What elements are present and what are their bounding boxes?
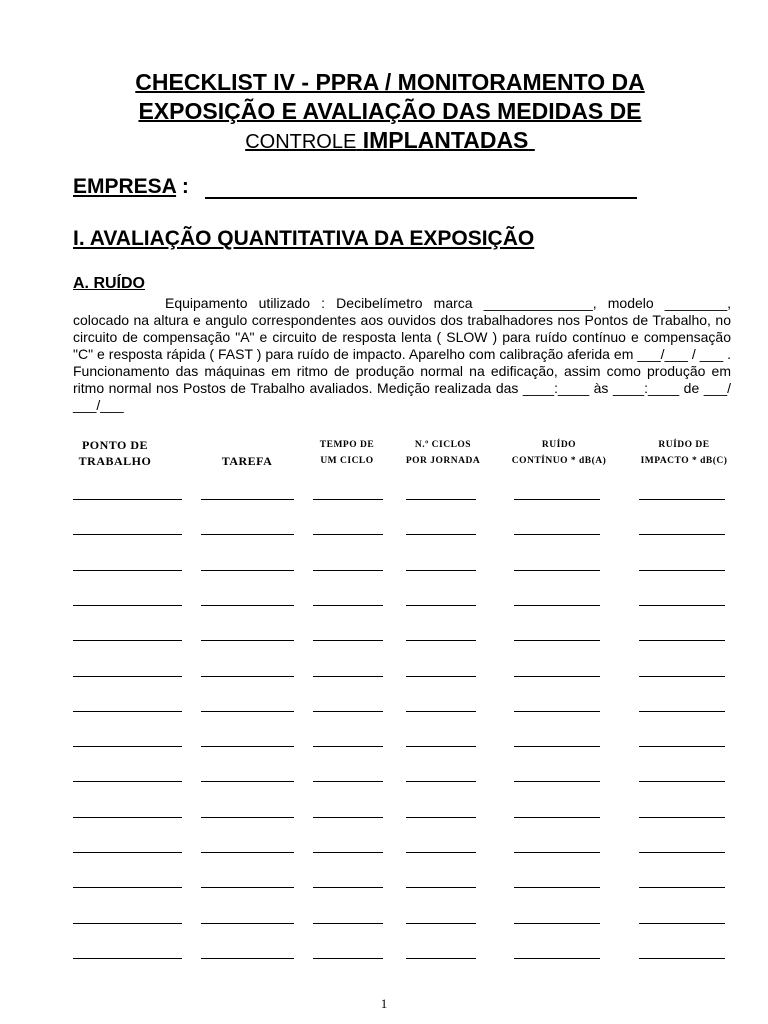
blank-ruido-continuo[interactable] [514, 499, 600, 500]
blank-ciclos[interactable] [406, 923, 476, 924]
blank-ruido-continuo[interactable] [514, 711, 600, 712]
blank-ruido-impacto[interactable] [639, 676, 725, 677]
blank-ruido-impacto[interactable] [639, 887, 725, 888]
blank-ciclos[interactable] [406, 676, 476, 677]
blank-ruido-impacto[interactable] [639, 781, 725, 782]
blank-tempo[interactable] [313, 711, 383, 712]
blank-tempo[interactable] [313, 570, 383, 571]
blank-tarefa[interactable] [201, 746, 294, 747]
blank-tarefa[interactable] [201, 958, 294, 959]
title-implantadas: IMPLANTADAS [362, 127, 529, 153]
blank-ciclos[interactable] [406, 887, 476, 888]
blank-ciclos[interactable] [406, 852, 476, 853]
blank-tempo[interactable] [313, 746, 383, 747]
blank-ciclos[interactable] [406, 499, 476, 500]
blank-ruido-impacto[interactable] [639, 640, 725, 641]
blank-ponto[interactable] [73, 852, 182, 853]
blank-tempo[interactable] [313, 781, 383, 782]
blank-ruido-impacto[interactable] [639, 852, 725, 853]
blank-ciclos[interactable] [406, 605, 476, 606]
blank-tempo[interactable] [313, 852, 383, 853]
blank-ponto[interactable] [73, 817, 182, 818]
blank-ponto[interactable] [73, 570, 182, 571]
blank-ruido-impacto[interactable] [639, 711, 725, 712]
column-header-tempo: TEMPO DE UM CICLO [319, 440, 375, 466]
blank-ruido-continuo[interactable] [514, 958, 600, 959]
blank-tarefa[interactable] [201, 711, 294, 712]
empresa-colon: : [176, 175, 189, 198]
empresa-label: EMPRESA [73, 175, 177, 198]
blank-ciclos[interactable] [406, 781, 476, 782]
empresa-blank-line[interactable] [205, 197, 637, 199]
blank-tarefa[interactable] [201, 605, 294, 606]
blank-ruido-impacto[interactable] [639, 534, 725, 535]
page-number: 1 [380, 996, 388, 1011]
blank-ciclos[interactable] [406, 746, 476, 747]
blank-ruido-impacto[interactable] [639, 958, 725, 959]
blank-tempo[interactable] [313, 640, 383, 641]
blank-ruido-continuo[interactable] [514, 676, 600, 677]
blank-tarefa[interactable] [201, 781, 294, 782]
blank-ruido-continuo[interactable] [514, 605, 600, 606]
blank-ponto[interactable] [73, 605, 182, 606]
blank-ponto[interactable] [73, 958, 182, 959]
blank-ruido-continuo[interactable] [514, 923, 600, 924]
blank-ciclos[interactable] [406, 570, 476, 571]
empresa-field [73, 175, 189, 199]
blank-ponto[interactable] [73, 711, 182, 712]
blank-ciclos[interactable] [406, 958, 476, 959]
blank-tempo[interactable] [313, 817, 383, 818]
blank-ponto[interactable] [73, 781, 182, 782]
blank-tarefa[interactable] [201, 676, 294, 677]
equipment-paragraph [73, 295, 731, 414]
blank-tarefa[interactable] [201, 534, 294, 535]
blank-tempo[interactable] [313, 887, 383, 888]
blank-ruido-impacto[interactable] [639, 499, 725, 500]
document-title [60, 68, 720, 157]
blank-ponto[interactable] [73, 534, 182, 535]
blank-tempo[interactable] [313, 958, 383, 959]
section-heading: I. AVALIAÇÃO QUANTITATIVA DA EXPOSIÇÃO [73, 227, 535, 250]
blank-tarefa[interactable] [201, 640, 294, 641]
blank-ruido-continuo[interactable] [514, 534, 600, 535]
blank-tempo[interactable] [313, 534, 383, 535]
blank-ciclos[interactable] [406, 640, 476, 641]
title-controle: CONTROLE [245, 131, 357, 153]
blank-tarefa[interactable] [201, 923, 294, 924]
column-header-ciclos: N.º CICLOS POR JORNADA [405, 440, 481, 466]
blank-ruido-continuo[interactable] [514, 570, 600, 571]
blank-ciclos[interactable] [406, 534, 476, 535]
blank-ruido-continuo[interactable] [514, 781, 600, 782]
blank-ponto[interactable] [73, 640, 182, 641]
blank-tarefa[interactable] [201, 817, 294, 818]
blank-ponto[interactable] [73, 676, 182, 677]
blank-ponto[interactable] [73, 746, 182, 747]
column-header-ruido-continuo: RUÍDO CONTÍNUO * dB(A) [511, 440, 607, 466]
title-line-3 [60, 126, 720, 157]
blank-ruido-continuo[interactable] [514, 852, 600, 853]
blank-ruido-impacto[interactable] [639, 817, 725, 818]
blank-ruido-impacto[interactable] [639, 570, 725, 571]
blank-ponto[interactable] [73, 923, 182, 924]
blank-ruido-impacto[interactable] [639, 923, 725, 924]
blank-tempo[interactable] [313, 923, 383, 924]
blank-tarefa[interactable] [201, 852, 294, 853]
blank-ruido-impacto[interactable] [639, 746, 725, 747]
blank-ciclos[interactable] [406, 817, 476, 818]
blank-ruido-impacto[interactable] [639, 605, 725, 606]
title-line-1: CHECKLIST IV - PPRA / MONITORAMENTO DA [135, 69, 645, 95]
column-header-ruido-impacto: RUÍDO DE IMPACTO * dB(C) [640, 440, 728, 466]
blank-tarefa[interactable] [201, 887, 294, 888]
blank-tempo[interactable] [313, 499, 383, 500]
subsection-heading: A. RUÍDO [73, 275, 145, 292]
column-header-tarefa: TAREFA [221, 454, 273, 468]
blank-ciclos[interactable] [406, 711, 476, 712]
title-line-2: EXPOSIÇÃO E AVALIAÇÃO DAS MEDIDAS DE [138, 98, 642, 124]
blank-tarefa[interactable] [201, 570, 294, 571]
blank-ponto[interactable] [73, 887, 182, 888]
blank-tempo[interactable] [313, 605, 383, 606]
blank-ruido-continuo[interactable] [514, 817, 600, 818]
blank-ruido-continuo[interactable] [514, 640, 600, 641]
blank-tarefa[interactable] [201, 499, 294, 500]
blank-ponto[interactable] [73, 499, 182, 500]
blank-ruido-continuo[interactable] [514, 746, 600, 747]
blank-tempo[interactable] [313, 676, 383, 677]
blank-ruido-continuo[interactable] [514, 887, 600, 888]
column-header-ponto: PONTO DE TRABALHO [78, 438, 152, 468]
paragraph-text: Equipamento utilizado : Decibelímetro marca ______________, modelo ________, colocado na altura e angulo correspondentes aos ouvidos dos trabalhadores nos Pontos de Trabalho, no circuito de compensação "A" e circuito de resposta lenta ( SLOW ) para ruído contínuo e compensação "C" e resposta rápida ( FAST ) para ruído de impacto. Aparelho com calibração aferida em ___/___ / ___ . Funcionamento das máquinas em ritmo de produção normal na edificação, assim como produção em ritmo normal nos Postos de Trabalho avaliados. Medição realizada das ____:____ às ____:____ de ___/ ___/___ [73, 295, 731, 413]
